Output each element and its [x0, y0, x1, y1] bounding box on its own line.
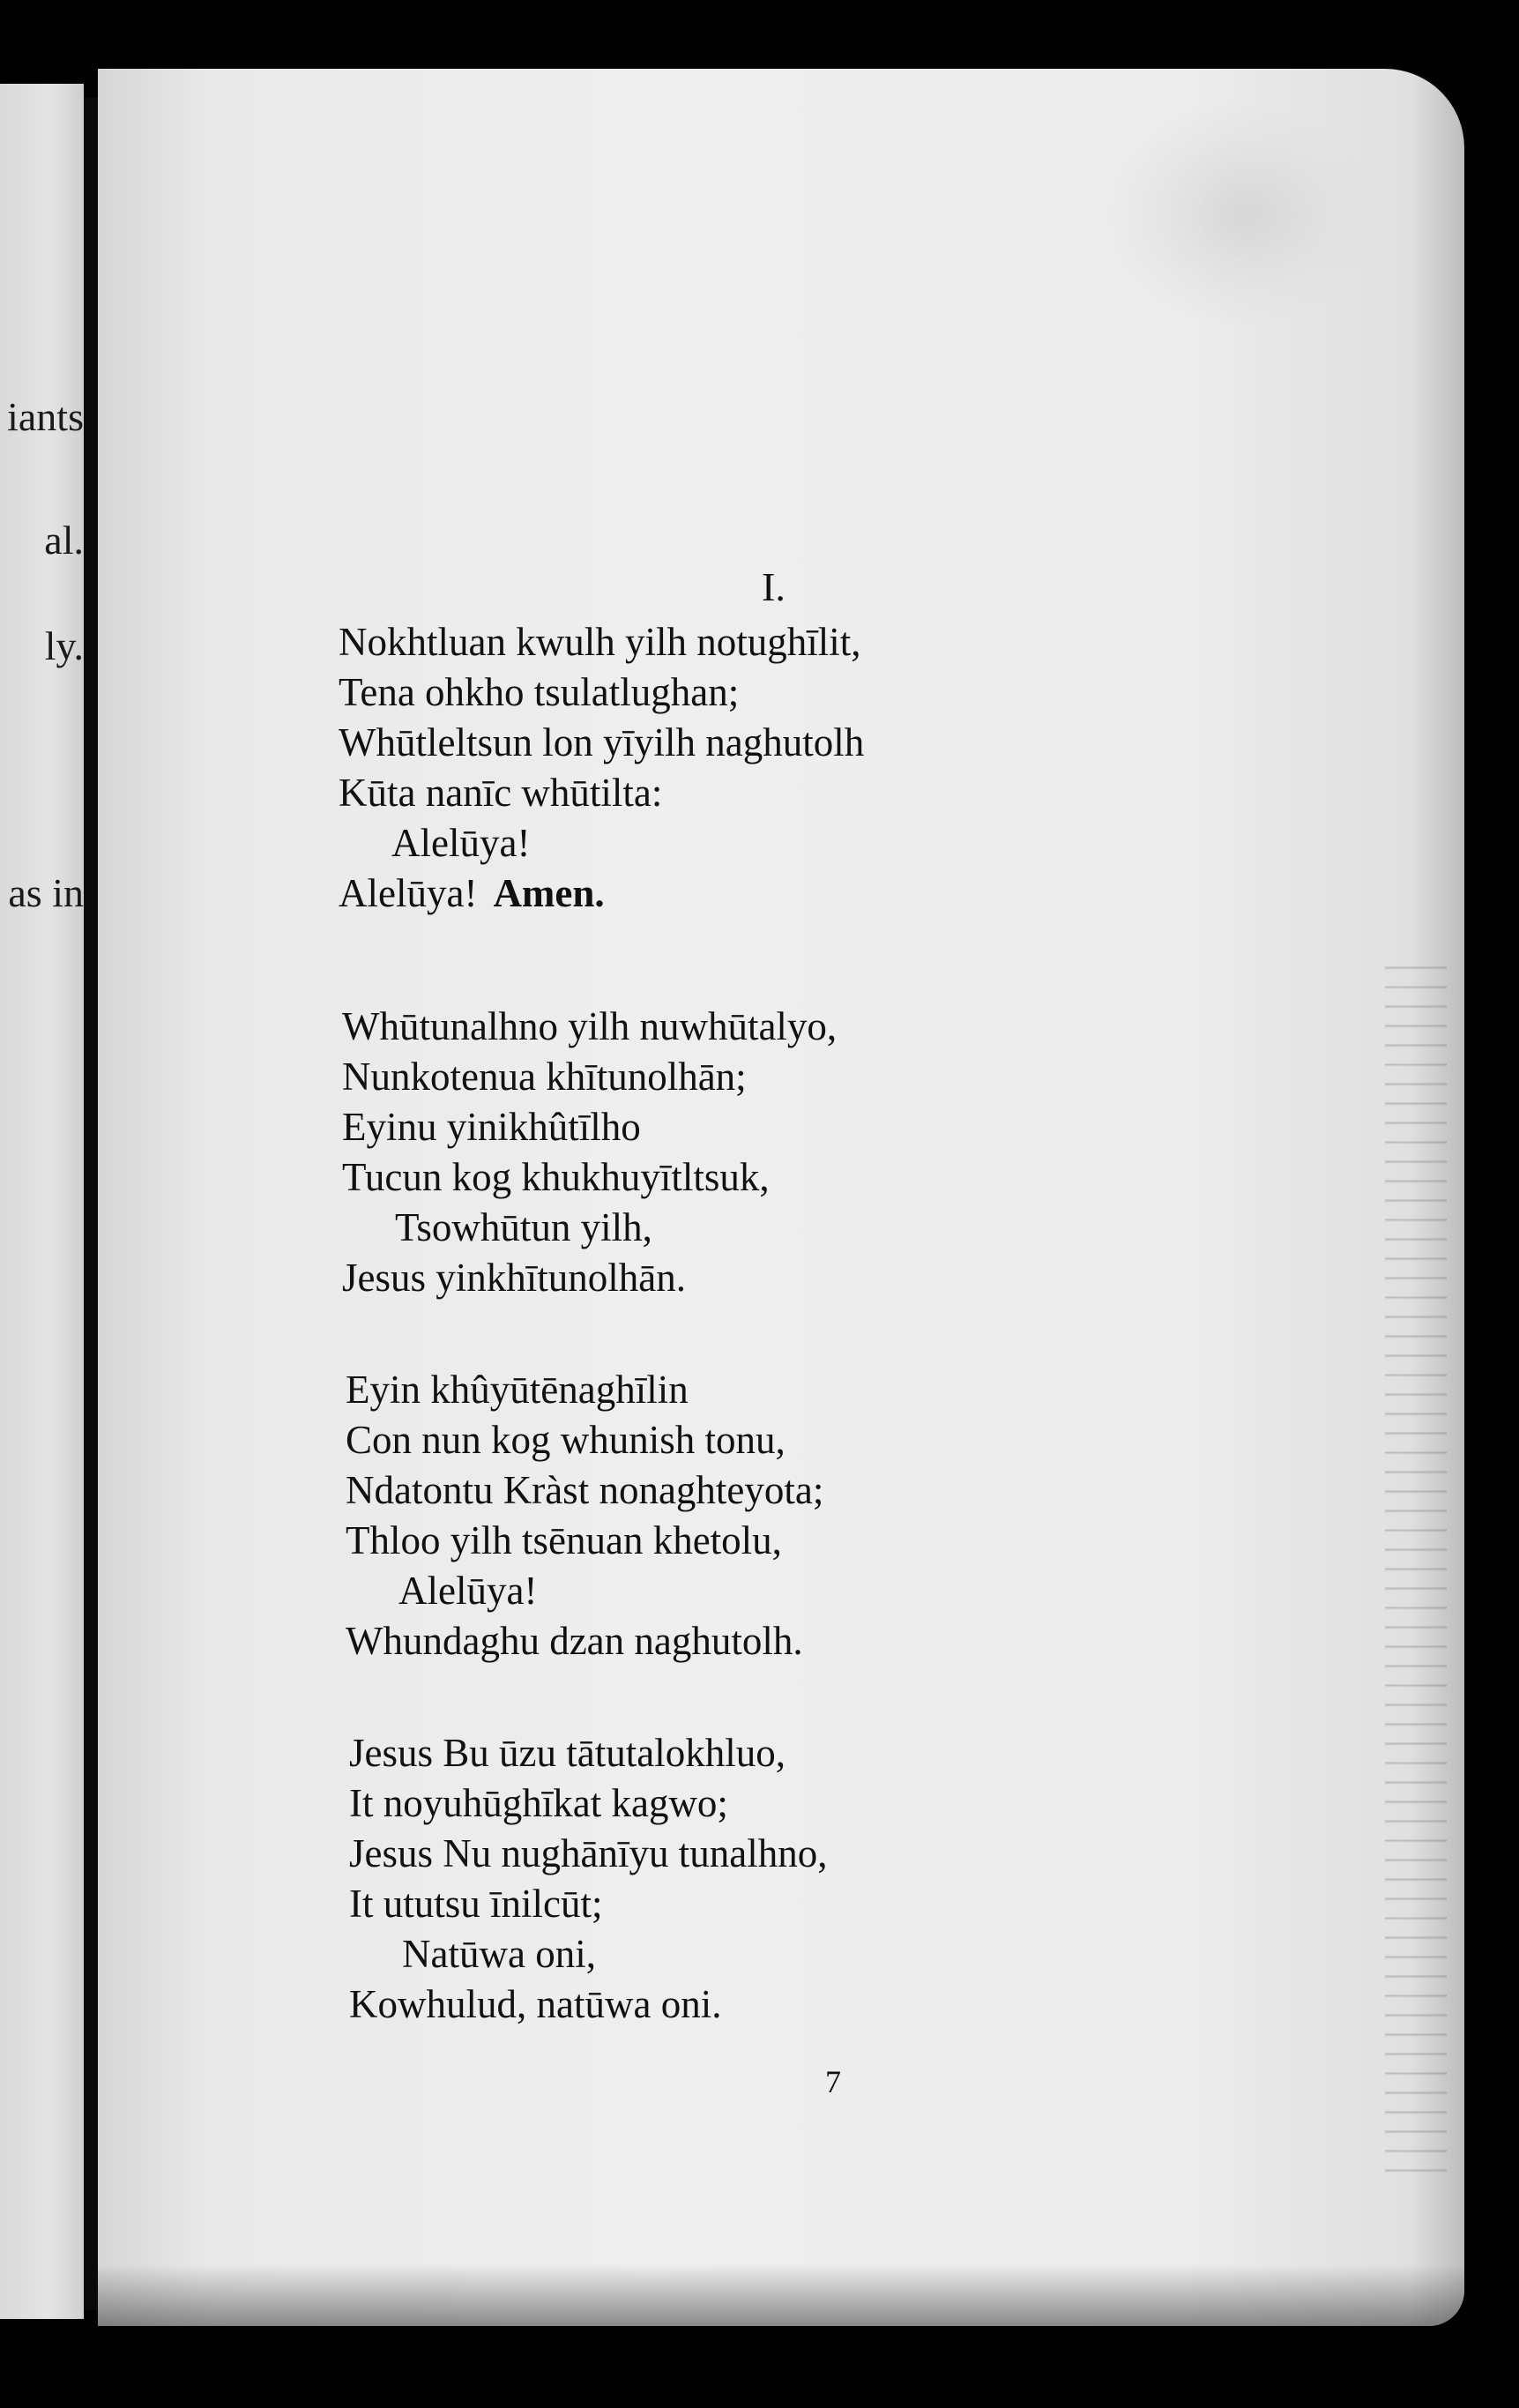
- verse-line: Jesus Nu nughānīyu tunalhno,: [349, 1831, 828, 1875]
- verse-line-amen: [339, 869, 864, 919]
- verse-line: Kowhulud, natūwa oni.: [349, 1982, 722, 2026]
- page-bottom-shadow: [98, 2264, 1464, 2326]
- verse-line: Alelūya!: [398, 1569, 538, 1613]
- verse-line: Jesus Bu ūzu tātutalokhluo,: [349, 1731, 786, 1775]
- book-page: [98, 69, 1464, 2326]
- verse-line: Whūtleltsun lon yīyilh naghutolh: [339, 720, 865, 764]
- verse-line: Nunkotenua khītunolhān;: [342, 1055, 747, 1099]
- amen-text: Amen.: [493, 871, 605, 915]
- verse-line: Whundaghu dzan naghutolh.: [346, 1619, 803, 1663]
- water-stain: [1112, 104, 1376, 324]
- verse-line: Whūtunalhno yilh nuwhūtalyo,: [342, 1004, 838, 1048]
- verse-line: Alelūya!: [391, 821, 531, 865]
- verse-1: [339, 617, 864, 919]
- verse-line: Tucun kog khukhuyītltsuk,: [342, 1155, 770, 1199]
- verse-line: Con nun kog whunish tonu,: [346, 1418, 786, 1462]
- page-edge-speckle: [1385, 951, 1447, 2185]
- verse-3: [346, 1365, 823, 1666]
- verse-line: Ndatontu Kràst nonaghteyota;: [346, 1468, 824, 1512]
- left-page-fragment: iants: [7, 394, 84, 439]
- page-number: 7: [825, 2064, 841, 2099]
- verse-line: Jesus yinkhītunolhān.: [342, 1256, 686, 1300]
- verse-2: [342, 1002, 837, 1303]
- left-page-fragment: al.: [44, 518, 84, 563]
- verse-line-text: Alelūya!: [339, 871, 478, 915]
- verse-line: Kūta nanīc whūtilta:: [339, 771, 663, 815]
- verse-line: It noyuhūghīkat kagwo;: [349, 1781, 728, 1825]
- verse-line: Nokhtluan kwulh yilh notughīlit,: [339, 620, 861, 664]
- verse-line: Eyin khûyūtēnaghīlin: [346, 1368, 689, 1412]
- left-page-fragment: as in: [8, 870, 84, 915]
- verse-line: It ututsu īnilcūt;: [349, 1882, 603, 1926]
- book-spine: [84, 97, 98, 2310]
- verse-4: [349, 1728, 827, 2030]
- verse-line: Tena ohkho tsulatlughan;: [339, 670, 740, 714]
- left-page-fragment: ly.: [44, 623, 84, 668]
- hymn-number: I.: [762, 564, 786, 609]
- verse-line: Thloo yilh tsēnuan khetolu,: [346, 1518, 782, 1562]
- verse-line: Eyinu yinikhûtīlho: [342, 1105, 641, 1149]
- verse-line: Tsowhūtun yilh,: [395, 1205, 652, 1249]
- verse-line: Natūwa oni,: [402, 1932, 596, 1976]
- left-facing-page: [0, 84, 84, 2319]
